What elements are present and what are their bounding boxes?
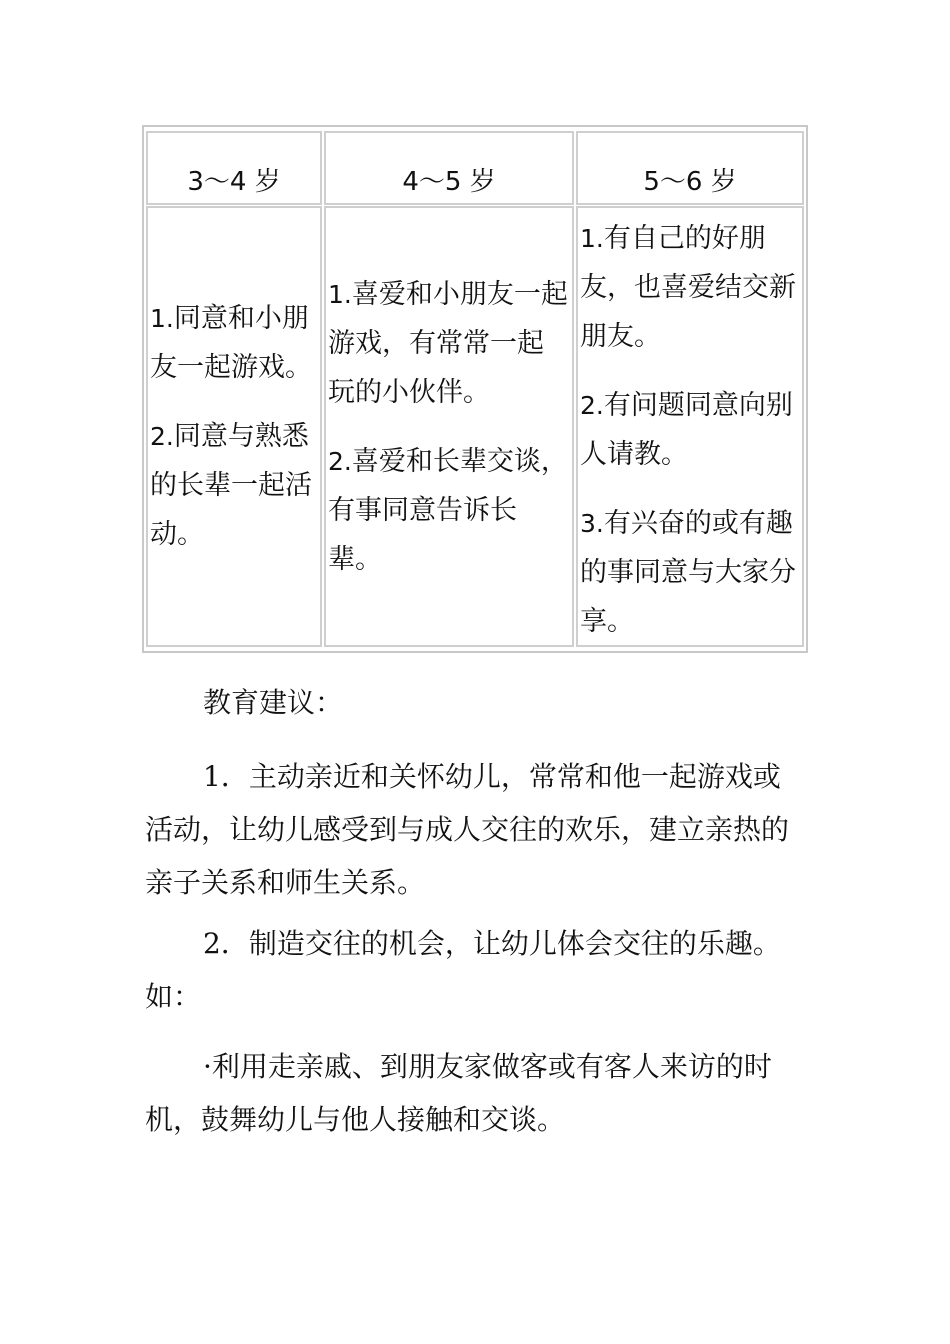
goal-item — [580, 381, 800, 479]
goal-text: 有自己的好朋友，也喜爱结交新朋友。 — [580, 223, 796, 352]
goal-text: 有问题同意向别人请教。 — [580, 390, 793, 470]
goal-item — [150, 412, 318, 559]
table-header-cell — [146, 131, 322, 205]
header-label-age-3-4: 3～4 岁 — [187, 166, 281, 197]
bullet-paragraph: ·利用走亲戚、到朋友家做客或有客人来访的时机，鼓舞幼儿与他人接触和交谈。 — [145, 1050, 772, 1136]
goal-text: 喜爱和小朋友一起游戏，有常常一起玩的小伙伴。 — [328, 278, 568, 408]
goal-number: 3. — [580, 509, 604, 538]
goal-number: 2. — [328, 446, 352, 476]
paragraph: 1．主动亲近和关怀幼儿，常常和他一起游戏或活动，让幼儿感受到与成人交往的欢乐，建立亲热的亲子关系和师生关系。 — [145, 760, 790, 899]
section-heading: 教育建议： — [203, 686, 344, 719]
goal-number: 2. — [150, 422, 174, 451]
development-goals-table — [142, 125, 808, 653]
header-label-age-4-5: 4～5 岁 — [402, 166, 496, 197]
goal-item — [150, 294, 318, 392]
goal-text: 同意和小朋友一起游戏。 — [150, 303, 312, 383]
table-header-cell — [576, 131, 804, 205]
goal-text: 同意与熟悉的长辈一起活动。 — [150, 421, 312, 550]
goal-item — [580, 499, 800, 646]
table-body-cell-age-3-4 — [146, 206, 322, 647]
goal-item — [328, 437, 570, 584]
paragraph: 2．制造交往的机会，让幼儿体会交往的乐趣。如： — [145, 927, 781, 1013]
goal-number: 1. — [150, 304, 174, 333]
goal-number: 2. — [580, 391, 604, 420]
header-label-age-5-6: 5～6 岁 — [643, 166, 737, 197]
goal-number: 1. — [580, 224, 604, 253]
goal-number: 1. — [328, 279, 352, 309]
table-header-cell — [324, 131, 574, 205]
table-body-cell-age-5-6 — [576, 206, 804, 647]
goal-text: 有兴奋的或有趣的事同意与大家分享。 — [580, 508, 796, 637]
goal-text: 喜爱和长辈交谈，有事同意告诉长辈。 — [328, 445, 568, 575]
table-body-cell-age-4-5 — [324, 206, 574, 647]
goal-item — [580, 214, 800, 361]
goal-item — [328, 270, 570, 417]
